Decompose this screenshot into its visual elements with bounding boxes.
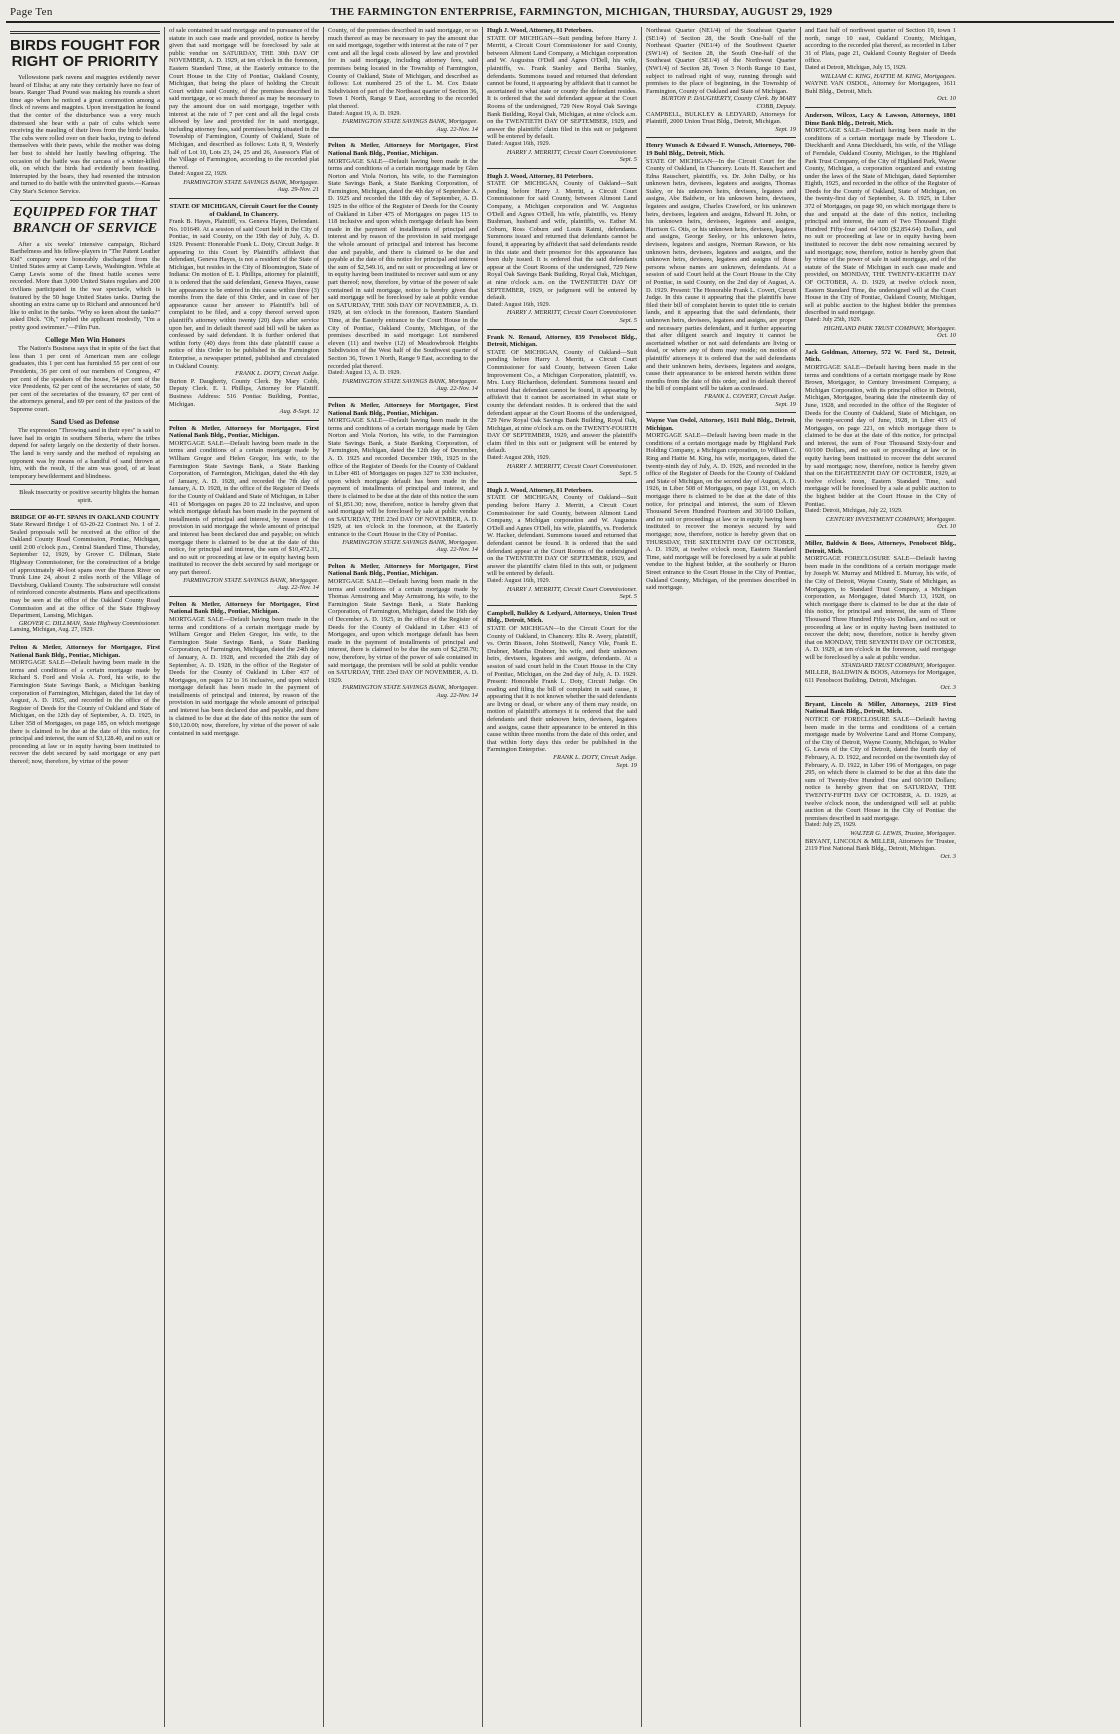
notice-run-dates: Aug. 22-Nov. 14: [436, 385, 478, 393]
legal-notice: [646, 27, 796, 133]
notice-attorney: Burton P. Daugherty, County Clerk. By Mary Cobb, Deputy Clerk. E. I. Phillips, Attorney for Plaintiff. Business Address: 516 Pontiac Building, Pontiac, Michigan.: [169, 377, 319, 408]
divider: [805, 696, 956, 697]
notice-date: Lansing, Michigan, Aug. 27, 1929.: [10, 627, 94, 634]
notice-heading: Campbell, Bulkley & Ledyard, Attorneys, Union Trust Bldg., Detroit, Mich.: [487, 609, 637, 625]
notice-run-dates: Oct. 3: [940, 684, 956, 692]
notice-run-dates: Sept. 5: [619, 593, 637, 601]
notice-body: STATE OF MICHIGAN—Suit pending before Harry J. Merritt, a Circuit Court Commissioner for said County, between Altmont Land Company, a Michigan corporation and W. Augustus O'Dell and Agnes O'Dell, his wife, plaintiffs, vs. Frank Stanley and Bertha Stanley, defendants. Summons issued and returned that defendant cannot be found, it appearing by affidavit that it cannot be ascertained in what state or county the defendant resides. It is ordered that the said defendant appear at the Court Rooms of the undersigned, 729 New Royal Oak Savings Bank Building, Royal Oak, Michigan, at nine o'clock a.m. on the TWENTIETH DAY OF SEPTEMBER, 1929, and answer the plaintiffs' claim filed in this suit or judgment will be entered by default.: [487, 34, 637, 141]
divider: [10, 484, 160, 485]
column-6: [801, 27, 960, 1727]
notice-run-dates: Aug. 22-Nov. 14: [436, 125, 478, 133]
notice-date: Dated: August 16th, 1929.: [487, 140, 551, 147]
notice-heading: Miller, Baldwin & Boos, Attorneys, Penobscot Bldg., Detroit, Mich.: [805, 540, 956, 555]
notice-body: MORTGAGE SALE—Default having been made in the terms and conditions of a certain mortgage made by Thomas Armstrong and May Armstrong, his wife, to the Farmington State Savings Bank, a State Banking Corporation, of Farmington, Michigan, dated the 16th day of December A. D. 1925, in the office of the Register of Deeds for the County of Oakland in Liber 413 of Mortgages, and upon which mortgage default has been made in the payment of installments of principal and interest, there is claimed to be due the sum of $2,250.70; now, therefore, by virtue of the power of sale contained in said mortgage, the premises will be sold at public vendue on SATURDAY, THE 23rd DAY OF NOVEMBER, A. D. 1929.: [328, 577, 478, 684]
divider: [487, 168, 637, 169]
page-label: Page Ten: [10, 6, 53, 18]
notice-signature: GROVER C. DILLMAN, State Highway Commissioner.: [18, 619, 160, 627]
story-college: The Nation's Business says that in spite of the fact that less than 1 per cent of American men are college graduates, this 1 per cent has furnished 55 per cent of our Presidents, 36 per cent of our members of Congress, 47 per cent of the speakers of the house, 54 per cent of the vice Presidents, 62 per cent of the secretaries of state, 50 per cent of the secretaries of the treasury, 67 per cent of the attorneys general, and 69 per cent of the justices of the Supreme court.: [10, 345, 160, 413]
notice-heading: Pelton & Metler, Attorneys for Mortgagee, First National Bank Bldg., Pontiac, Michigan.: [328, 401, 478, 417]
notice-date: Dated: August 19, A. D. 1929.: [328, 110, 401, 117]
notice-body: STATE OF MICHIGAN—In the Circuit Court for the County of Oakland, in Chancery. Louis H. Rauschert and Edna Rauschert, plaintiffs, vs. Dr. John Dalby, or his unknown heirs, devisees, legatees and assigns, Thomas Staley, or his unknown heirs, devisees, legatees and assigns, Abe Baldwin, or his unknown heirs, devisees, legatees and assigns, Charles Crawford, or his unknown heirs, devisees, legatees and assigns, Edward H. John, or his unknown heirs, devisees, legatees and assigns, Harrison G. Otis, or his unknown heirs, devisees, legatees and assigns, George Seeley, or his unknown heirs, devisees, legatees and assigns, Norman Rawson, or his unknown heirs, devisees, legatees and assigns, and the unknown heirs, devisees, legatees and assigns of those persons whose names are unknown, defendants. At a session of said Court held at the Court House in the City of Pontiac, in said County, on the 2nd day of August, A. D. 1929. Present: The Honorable Frank L. Covert, Circuit Judge. In this cause it appearing that the plaintiffs have filed their bill of complaint herein to quiet title to certain lands, and it appearing that the said defendants, their unknown heirs, devisees, legatees and assigns, are proper and necessary parties defendant, and it further appearing that after diligent search and inquiry it cannot be ascertained whether or not said defendants are living or dead, or where any of them may reside; on motion of plaintiffs' attorneys it is ordered that the said defendants and their unknown heirs, devisees, legatees and assigns, cause their appearance to be entered herein within three months from the date of this order, and in default thereof the bill of complaint will be taken as confessed.: [646, 157, 796, 393]
legal-notice: [487, 173, 637, 325]
notice-body: Northeast Quarter (NE1/4) of the Southeast Quarter (SE1/4) of Section 28, the South One-half of the Northeast Quarter (NE1/4) of the Southwest Quarter (SW1/4) of Section 28, the South One-half of the Southeast Quarter (SE1/4) of the Northwest Quarter (NW1/4) of Section 28, Town 3 North Range 10 East, subject to railroad right of way, running through said premises to the place of beginning, in the Township of Farmington, County of Oakland and State of Michigan.: [646, 27, 796, 95]
notice-attorney: CAMPBELL, BULKLEY & LEDYARD, Attorneys for Plaintiff, 2000 Union Trust Bldg., Detroit, Michigan.: [646, 110, 796, 126]
notice-body: MORTGAGE SALE—Default having been made in the terms and conditions of a certain mortgage made by Glen Norton and Viola Norton, his wife, to the Farmington State Savings Bank, a State Banking Corporation, of Farmington, Michigan, dated the 4th day of September A. D. 1925 and recorded the 18th day of September, A. D. 1925 in the office of the Register of Deeds for the County of Oakland in Liber 475 of Mortgages on pages 115 to 118 inclusive and upon which mortgage default has been made in the payment of installments of principal and interest and by reason of the provision in said mortgage the whole amount of principal and interest has become due and payable, and there is claimed to be due and payable at the date of this notice for principal and interest the sum of $2,549.16, and no suit or proceeding at law or in equity having been instituted to recover said sum or any part thereof; now, therefore, by virtue of the power of sale contained in said mortgage, notice is hereby given that said mortgage will be foreclosed by sale at public vendue on SATURDAY, THE 30th DAY OF NOVEMBER, A. D. 1929, at ten o'clock in the forenoon, Eastern Standard Time, at the Easterly entrance to the Court House in the City of Pontiac, Oakland County, Michigan, of the premises described in said mortgage: Lot numbered eleven (11) and twelve (12) of Meadowbrook Heights Subdivision of the West half of the Southwest quarter of Section 36, Town 1 North, Range 9 East, according to the recorded plat thereof.: [328, 157, 478, 370]
story-birds: Yellowstone park ravens and magpies evidently never heard of Elisha; at any rate they certainly have no fear of bears. Ranger Thad Pound was making his rounds a short time ago when he noticed a great commotion among a flock of ravens and magpies. Upon investigation he found that the center of the disturbance was a very much distressed she bear with a pair of cubs which were receiving the mauling of their lives from the birds' beaks. The cubs were rolled over on their backs, trying to defend themselves with their paws, while the mother was doing her best to shield her lustily bawling offspring. The occasion of the battle was the carcass of a winter-killed elk, on which the birds had evidently been feasting. Interrupted by the bears, they had resented the intrusion and turned to do battle with the uninvited guests.—Kansas City Star's Science Service.: [10, 74, 160, 195]
divider: [805, 344, 956, 345]
divider: [328, 558, 478, 559]
notice-heading: Pelton & Metler, Attorneys for Mortgagee, First National Bank Bldg., Pontiac, Michigan.: [328, 142, 478, 157]
notice-body: STATE OF MICHIGAN, County of Oakland—Suit pending before Harry J. Merritt, a Circuit Court Commissioner for said County, between Green Lake Improvement Co., a Michigan Corporation, plaintiff, vs. Mrs. Lucy Richardson, defendant. Summons issued and returned that defendant cannot be found, it appearing by affidavit that it cannot be ascertained in what state or county the defendant resides. It is ordered that the said defendant appear at the Court Rooms of the undersigned, 729 New Royal Oak Savings Bank Building, Royal Oak, Michigan, at nine o'clock a.m. on the TWENTY-FOURTH DAY OF SEPTEMBER, 1929, and answer the plaintiff's claim filed in this suit or judgment will be entered by default.: [487, 348, 637, 455]
legal-notice: [487, 27, 637, 164]
notice-date: Dated: August 16th, 1929.: [487, 301, 551, 308]
column-1: [6, 27, 165, 1727]
notice-run-dates: Aug. 22-Nov. 14: [436, 546, 478, 554]
notice-body: NOTICE OF FORECLOSURE SALE—Default having been made in the terms and conditions of a certain mortgage made by Wolverine Land and Home Company, of the City of Detroit, Wayne County, Michigan, to Walter G. Lewis of the City of Detroit, dated the fourth day of February, A. D. 1922, and recorded on the twentieth day of February, A. D. 1922, in Liber 196 of Mortgages, on page 295, on which there is claimed to be due at this date the sum of Twenty-five Hundred One and 60/100 Dollars; notice is hereby given that on SATURDAY, THE TWENTY-FIFTH DAY OF OCTOBER, A. D. 1929, at twelve o'clock noon, the undersigned will sell at public auction at the Court House in the City of Pontiac the premises described in said mortgage.: [805, 716, 956, 822]
notice-body: STATE OF MICHIGAN—In the Circuit Court for the County of Oakland, in Chancery. Elis R. Avery, plaintiff, vs. Orrin Bisson, John Stottwell, Nancy Vile, Frank E. Drabner, Martha Drabner, his wife, and their unknown heirs, devisees, legatees and assigns, defendants. At a session of said court held in the Court House in the City of Pontiac, Michigan, on the 2nd day of July, A. D. 1929. Present: Honorable Frank L. Doty, Circuit Judge. On reading and filing the bill of complaint in said cause, it appearing that it is not known whether the said defendants are living or dead, or where any of them may reside, on motion of plaintiff's attorneys it is ordered that the said defendants and their unknown heirs, devisees, legatees and assigns, cause their appearance to be entered in this cause within three months from the date of this order, and that within forty days this order be published in the Farmington Enterprise.: [487, 624, 637, 754]
legal-notice: [169, 27, 319, 194]
subhead-college: College Men Win Honors: [45, 334, 125, 344]
notice-date: Dated: July 25th, 1929.: [805, 316, 862, 323]
notice-signature: FRANK L. DOTY, Circuit Judge.: [553, 754, 637, 762]
legal-notice: [805, 27, 956, 103]
column-3: [324, 27, 483, 1727]
notice-attorney: MILLER, BALDWIN & BOOS, Attorneys for Mortgagee, 611 Penobscot Building, Detroit, Michigan.: [805, 669, 956, 684]
notice-signature: FARMINGTON STATE SAVINGS BANK, Mortgagee.: [183, 576, 319, 584]
notice-heading: Pelton & Metler, Attorneys for Mortgagee, First National Bank Bldg., Pontiac, Michigan.: [169, 424, 319, 440]
legal-notice: [805, 701, 956, 860]
column-5: [642, 27, 801, 1727]
divider: [169, 198, 319, 199]
legal-notice: [10, 514, 160, 636]
notice-body: MORTGAGE SALE—Default having been made in the terms and conditions of a certain mortgage made by William Gregor and Helen Gregor, his wife, to the Farmington State Savings Bank, a State Banking Corporation, of Farmington, Michigan, dated the 4th day of January, A. D. 1928, and recorded the 7th day of January, A. D. 1928, in the office of the Register of Deeds for the County of Oakland and State of Michigan, in Liber 411 of Mortgages on pages 20 to 22 inclusive, and upon which mortgage default has been made in the payment of installments of principal and interest, by reason of the provision in said mortgage the whole amount of principal and interest has been declared due and payable; on which mortgage there is claimed to be due at the date of this notice, for principal and interest, the sum of $10,472.31, and no suit or proceeding at law or in equity having been instituted to recover the debt secured by said mortgage or any part thereof.: [169, 439, 319, 576]
divider: [646, 137, 796, 138]
divider: [805, 535, 956, 536]
divider: [169, 420, 319, 421]
legal-notice: [805, 540, 956, 692]
notice-heading: Anderson, Wilcox, Lacy & Lawson, Attorneys, 1801 Dime Bank Bldg., Detroit, Mich.: [805, 111, 956, 127]
legal-notice: [169, 425, 319, 592]
notice-heading: STATE OF MICHIGAN, Circuit Court for the County of Oakland, In Chancery.: [169, 203, 319, 218]
notice-heading: Hugh J. Wood, Attorney, 81 Peterboro.: [487, 172, 594, 180]
divider: [10, 509, 160, 510]
notice-body: MORTGAGE SALE—Default having been made in the terms and conditions of a certain mortgage made by Rose Brown, Mortgagor, to Century Investment Company, a Michigan Corporation, with its principal office in Detroit, Michigan, Mortgagee, bearing date the nineteenth day of June, 1928, and recorded in the office of the Register of Deeds for the County of Oakland, State of Michigan, on the twenty-second day of June, 1928, in Liber 415 of Mortgages, on page 221, on which mortgage there is claimed to be due at the date of this notice, for principal and interest, the sum of Four Thousand Sixty-four and 60/100 Dollars, and no suit or proceeding at law or in equity having been instituted to recover the debt secured by said mortgage; now, therefore, notice is hereby given that on the EIGHTEENTH DAY OF OCTOBER, 1929, at twelve o'clock noon, Eastern Standard Time, said mortgage will be foreclosed by a sale at public auction to the highest bidder at the Court House in the City of Pontiac.: [805, 363, 956, 508]
notice-body: Frank B. Hayes, Plaintiff, vs. Geneva Hayes, Defendant. No. 101649. At a session of said Court held in the City of Pontiac, in said County, on the 19th day of July, A. D. 1929. Present: Honorable Frank L. Doty, Circuit Judge. It appearing to this Court by Plaintiff's affidavit that defendant, Geneva Hayes, is not a resident of the State of Michigan, but resides in the City of Bloomington, State of Indiana: On motion of E. I. Phillips, attorney for plaintiff, it is ordered that the said defendant, Geneva Hayes, cause her appearance to be entered in this cause within three (3) months from the date of this Order, and in case of her appearance cause her answer to Plaintiff's bill of complaint to be filed, and a copy thereof served upon plaintiff's attorney within twenty (20) days after service upon her, and in default thereof said bill will be taken as confessed by said defendant. It is further ordered that within forty (40) days from this date plaintiff cause a notice of this Order to be published in the Farmington Enterprise, a newspaper printed, published and circulated in Oakland County.: [169, 218, 319, 370]
legal-notice: [328, 27, 478, 133]
legal-notice: [169, 601, 319, 738]
divider: [328, 397, 478, 398]
divider: [487, 482, 637, 483]
notice-run-dates: Aug. 29-Nov. 21: [277, 186, 319, 194]
notice-signature: FARMINGTON STATE SAVINGS BANK, Mortgagee.: [342, 684, 478, 692]
notice-date: Dated: August 20th, 1929.: [487, 455, 551, 462]
notice-run-dates: Sept. 5: [619, 470, 637, 478]
notice-body: and East half of northwest quarter of Section 19, town 1 north, range 10 east, Oakland County, Michigan, according to the recorded plat thereof, as recorded in Liber 31 of Plats, page 21, Oakland County Register of Deeds office.: [805, 27, 956, 65]
notice-heading: Henry Wunsch & Edward F. Wunsch, Attorneys, 700-19 Buhl Bldg., Detroit, Mich.: [646, 142, 796, 157]
notice-heading: Jack Goldman, Attorney, 572 W. Ford St., Detroit, Mich.: [805, 348, 956, 364]
notice-signature: WILLIAM C. KING, HATTIE M. KING, Mortgagees.: [820, 72, 956, 80]
notice-body: of sale contained in said mortgage and in pursuance of the statute in such case made and provided, notice is hereby given that said mortgage will be foreclosed by sale at public vendue on SATURDAY, THE 30th DAY OF NOVEMBER, A. D. 1929, at ten o'clock in the forenoon, Eastern Standard Time, at the Easterly entrance to the Court House in the City of Pontiac, Oakland County, Michigan, that being the place of holding the Circuit Court within said County, of the premises described in said mortgage, or so much thereof as may be necessary to pay the amount due on said mortgage, together with interest at the rate of 7 per cent and all the legal costs allowed by law and provided for in said mortgage, including attorney fees, said premises being situated in the Township of Farmington, County of Oakland, State of Michigan, and described as follows: Lots 8, 9, Westerly half of Lot 10, Lots 23, 24, 25 and 26, Assessor's Plat of the Village of Farmington, according to the recorded plat thereof.: [169, 27, 319, 171]
divider: [646, 412, 796, 413]
notice-run-dates: Sept. 19: [775, 125, 796, 133]
notice-signature: FARMINGTON STATE SAVINGS BANK, Mortgagee.: [183, 178, 319, 186]
notice-signature: FRANK L. DOTY, Circuit Judge.: [235, 370, 319, 378]
divider: [10, 200, 160, 201]
notice-signature: BURTON P. DAUGHERTY, County Clerk. By MARY COBB, Deputy.: [661, 95, 796, 110]
columns: [6, 27, 1114, 1727]
notice-signature: HARRY J. MERRITT, Circuit Court Commissioner.: [506, 462, 637, 470]
notice-run-dates: Sept. 19: [616, 761, 637, 769]
column-4: [483, 27, 642, 1727]
story-sand: The expression "Throwing sand in their eyes" is said to have had its origin in southern Siberia, where the tribes depend for safety largely on the dexterity of their horses. The land is very sandy and the method of repulsing an opponent was by means of a handful of sand thrown at him, with the result, if the aim was good, of at least temporary bewilderment and blindness.: [10, 427, 160, 480]
notice-signature: FARMINGTON STATE SAVINGS BANK, Mortgagee.: [342, 538, 478, 546]
notice-heading: Bryant, Lincoln & Miller, Attorneys, 2119 First National Bank Bldg., Detroit, Mich.: [805, 700, 956, 716]
notice-signature: CENTURY INVESTMENT COMPANY, Mortgagee.: [825, 515, 956, 523]
notice-signature: HARRY J. MERRITT, Circuit Court Commissioner.: [506, 309, 637, 317]
notice-heading: Hugh J. Wood, Attorney, 81 Peterboro.: [487, 486, 594, 494]
legal-notice: [328, 142, 478, 393]
headline-equipped: EQUIPPED FOR THAT BRANCH OF SERVICE: [12, 204, 158, 236]
notice-date: Dated: July 25, 1929.: [805, 822, 857, 829]
notice-heading: Pelton & Metler, Attorneys for Mortgagee, First National Bank Bldg., Pontiac, Michigan.: [10, 644, 160, 659]
notice-signature: WALTER G. LEWIS, Trustee, Mortgagee.: [850, 829, 956, 837]
divider: [487, 605, 637, 606]
notice-heading: Hugh J. Wood, Attorney, 81 Peterboro.: [487, 27, 594, 34]
notice-date: Dated: Detroit, Michigan, July 22, 1929.: [805, 508, 903, 515]
divider: [487, 329, 637, 330]
notice-run-dates: Sept. 5: [619, 156, 637, 164]
divider: [169, 596, 319, 597]
legal-notice: [805, 112, 956, 340]
subhead-sand: Sand Used as Defense: [50, 416, 120, 426]
notice-body: MORTGAGE SALE—Default having been made in the terms and conditions of a certain mortgage made by William Gregor and Helen Gregor, his wife, to the Farmington State Savings Bank, a State Banking Corporation, of Farmington, Michigan, dated the 24th day of January, A. D. 1928, and recorded the 26th day of September, A. D. 1928, in the office of the Register of Deeds for the County of Oakland in Liber 437 of Mortgages, on pages 12 to 16 inclusive, and upon which mortgage default has been made in the payment of installments of principal and interest, by reason of the provision in said mortgage the whole amount of principal and interest has been declared due and payable, and there is claimed to be due at the date of this notice the sum of $10,120.00; now, therefore, by virtue of the power of sale contained in said mortgage.: [169, 615, 319, 737]
notice-run-dates: Oct. 3: [940, 852, 956, 860]
notice-run-dates: Oct. 10: [937, 523, 956, 531]
notice-signature: HIGHLAND PARK TRUST COMPANY, Mortgagee.: [823, 324, 956, 332]
divider: [10, 639, 160, 640]
notice-run-dates: Sept. 19: [775, 400, 796, 408]
legal-notice: [328, 402, 478, 554]
notice-signature: HARRY J. MERRITT, Circuit Court Commissioner.: [506, 585, 637, 593]
notice-signature: HARRY J. MERRITT, Circuit Court Commissioner.: [506, 148, 637, 156]
notice-heading: BRIDGE OF 40-FT. SPANS IN OAKLAND COUNTY: [10, 513, 160, 521]
maxim: Bleak insecurity or positive security blights the human spirit.: [19, 489, 159, 504]
notice-run-dates: Oct. 10: [937, 332, 956, 340]
notice-body: STATE OF MICHIGAN, County of Oakland—Suit pending before Harry J. Merritt, a Circuit Court Commissioner for said County, between Altmont Land Company, a Michigan corporation and W. Augustus O'Dell and Agnes O'Dell, his wife, plaintiffs, vs. Frederick W. Hacker, defendant. Summons issued and returned that defendant cannot be found. It is ordered that the said defendant appear at the Court Rooms of the undersigned on the TWENTIETH DAY OF SEPTEMBER, 1929, and answer the plaintiffs' claim filed in this suit, or judgment will be entered by default.: [487, 494, 637, 578]
notice-run-dates: Oct. 10: [937, 95, 956, 103]
notice-run-dates: Sept. 5: [619, 316, 637, 324]
newspaper-title: THE FARMINGTON ENTERPRISE, FARMINGTON, MICHIGAN, THURSDAY, AUGUST 29, 1929: [330, 6, 833, 18]
notice-run-dates: Aug. 22-Nov. 14: [277, 584, 319, 592]
divider: [10, 31, 160, 34]
notice-body: State Reward Bridge 1 of 63-20-22 Contract No. 1 of 2. Sealed proposals will be received at the office of the Oakland County Road Commission, Pontiac, Michigan, until 2:00 o'clock p.m., Central Standard Time, Thursday, September 12, 1929, by Grover C. Dillman, State Highway Commissioner, for the construction of a bridge of approximately 40-foot spans over the Huron River on Trunk Line 24, about 2 miles north of the Village of Davisburg, Oakland County. The substructure will consist of reinforced concrete abutments. Plans and specifications may be seen at the office of the Oakland County Road Commission and at the office of the State Highway Department, Lansing, Michigan.: [10, 521, 160, 620]
story-equipped: After a six weeks' intensive campaign, Richard Barthelmess and his fellow-players in "The Patent Leather Kid" company were honorably discharged from the United States army at Camp Lewis, Washington. While at Camp Lewis some of the finest battle scenes were recorded. More than 3,000 United States regulars and 200 civilians participated in the war spectacle, which is featured by the 50 huge United States tanks. During the shooting an extra came up to Richard and announced he'd like to enlist in the tanks. "Why so keen about the tanks?" asked Dick. "Oh," replied the applicant modestly, "I'm a pretty good swimmer."—Film Fun.: [10, 240, 160, 332]
notice-signature: FARMINGTON STATE SAVINGS BANK, Mortgagee.: [342, 377, 478, 385]
legal-notice: [328, 563, 478, 700]
notice-attorney: BRYANT, LINCOLN & MILLER, Attorneys for Trustee, 2119 First National Bank Bldg., Detroit, Michigan.: [805, 837, 956, 853]
legal-notice: [487, 334, 637, 478]
notice-body: MORTGAGE FORECLOSURE SALE—Default having been made in the conditions of a certain mortgage made by Joseph W. Murray and Mildred E. Murray, his wife, of the City of Detroit, Wayne County, State of Michigan, as Mortgagors, to Standard Trust Company, a Michigan corporation, as Mortgagee, dated March 13, 1928, on which mortgage there is claimed to be due at the date of this notice, for principal and interest, the sum of Three Thousand Three Hundred Fifty-six Dollars, and no suit or proceeding at law or in equity having been instituted to recover the debt; now, therefore, notice is hereby given that on MONDAY, THE SEVENTH DAY OF OCTOBER, A. D. 1929, at ten o'clock in the forenoon, said mortgage will be foreclosed by a sale at public vendue.: [805, 555, 956, 661]
legal-notice: [805, 349, 956, 531]
masthead: [6, 4, 1114, 23]
legal-notice: [646, 142, 796, 408]
notice-date: Dated: August 22, 1929.: [169, 171, 228, 178]
legal-notice: [487, 610, 637, 769]
legal-notice: [646, 417, 796, 592]
notice-signature: FARMINGTON STATE SAVINGS BANK, Mortgagee.: [342, 118, 478, 126]
notice-run-dates: Aug. 8-Sept. 12: [279, 408, 319, 416]
legal-notice: [487, 487, 637, 601]
notice-body: County, of the premises described in said mortgage, or so much thereof as may be necessary to pay the amount due on said mortgage, together with interest at the rate of 7 per cent and all the legal costs allowed by law and provided for in said mortgage, including attorney fees, said premises being located in the Township of Farmington, County of Oakland, State of Michigan, and described as follows: Lot numbered 25 of the L. M. Cox Estate Subdivision of part of the Northeast quarter of Section 36, Town 1 North, Range 9 East, according to the recorded plat thereof.: [328, 27, 478, 110]
notice-signature: FRANK L. COVERT, Circuit Judge.: [704, 392, 796, 400]
column-2: [165, 27, 324, 1727]
divider: [805, 107, 956, 108]
notice-signature: STANDARD TRUST COMPANY, Mortgagee.: [841, 661, 956, 669]
divider: [328, 137, 478, 138]
notice-body: MORTGAGE SALE—Default having been made in the conditions of a certain mortgage made by Theodore L. Dieckhardt and Anna Dieckhardt, his wife, of the Village of Ferndale, Oakland County, Michigan, to the Highland Park Trust Company, of the City of Highland Park, Wayne County, Michigan, a corporation organized and existing under the laws of the State of Michigan, dated September Eighth, 1925, and recorded in the office of the Register of Deeds for the County of Oakland, State of Michigan, on the twenty-first day of September, A. D. 1925, in Liber 372 of Mortgages, on page 90, on which mortgage there is due and unpaid at the date of this notice, including principal and interest, the sum of Two Thousand Eight Hundred Fifty-four and 64/100 ($2,854.64) Dollars, and no suit or proceeding at law or in equity having been instituted to recover the debt now remaining secured by said mortgage; now, therefore, notice is hereby given that by virtue of the power of sale in said mortgage, and of the statute of the State of Michigan in such case made and provided, on MONDAY, THE TWENTY-EIGHTH DAY OF OCTOBER, A. D. 1929, at twelve o'clock noon, Eastern Standard Time, the undersigned will at the Court House in the City of Pontiac, Oakland County, Michigan, sell at public auction to the highest bidder the premises described in said mortgage.: [805, 127, 956, 317]
notice-heading: Frank N. Renaud, Attorney, 839 Penobscot Bldg., Detroit, Michigan.: [487, 333, 637, 349]
notice-heading: Pelton & Metler, Attorneys for Mortgagee, First National Bank Bldg., Pontiac, Michigan.: [169, 600, 319, 616]
legal-notice: [10, 644, 160, 766]
notice-date: Dated at Detroit, Michigan, July 15, 1929.: [805, 64, 907, 71]
notice-body: MORTGAGE SALE—Default having been made in the conditions of a certain mortgage made by Highland Park Holding Company, a Michigan corporation, to William C. Ring and Hattie M. King, his wife, mortgagees, dated the twenty-ninth day of July, A. D. 1926, and recorded in the office of the Register of Deeds for the County of Oakland and State of Michigan, on the second day of August, A. D. 1926, in Liber 508 of Mortgages, on page 131, on which mortgage there is claimed to be due at the date of this notice, for principal and interest, the sum of Eleven Thousand Seven Hundred Fourteen and 30/100 Dollars, and no suit or proceedings at law or in equity having been instituted to recover the moneys secured by said mortgage; now, therefore, notice is hereby given that on THURSDAY, THE SIXTEENTH DAY OF OCTOBER, A. D. 1929, at twelve o'clock noon, Eastern Standard Time, said mortgage will be foreclosed by a sale at public vendue to the highest bidder, at the southerly or Huron Street entrance to the Court House in the City of Pontiac, Oakland County, Michigan, of the premises described in said mortgage.: [646, 432, 796, 592]
notice-heading: Wayne Van Osdol, Attorney, 1611 Buhl Bldg., Detroit, Michigan.: [646, 417, 796, 432]
notice-date: Dated: August 16th, 1929.: [487, 577, 551, 584]
notice-attorney: WAYNE VAN OSDOL, Attorney for Mortgagees, 1611 Buhl Bldg., Detroit, Mich.: [805, 80, 956, 95]
notice-body: MORTGAGE SALE—Default having been made in the terms and conditions of a certain mortgage made by Richard S. Ford and Viola A. Ford, his wife, to the Farmington State Savings Bank, a Michigan banking corporation of Farmington, Michigan, dated the 1st day of August, A. D. 1925, and recorded in the office of the Register of Deeds for the County of Oakland and State of Michigan, on the 12th day of September, A. D. 1925, in Liber 358 of Mortgages, on page 185, on which mortgage there is claimed to be due at the date of this notice, for principal and interest, the sum of $3,128.40, and no suit or proceeding at law or in equity having been instituted to recover the debt secured by said mortgage or any part thereof; now, therefore, by virtue of the power: [10, 659, 160, 765]
notice-date: Dated: August 13, A. D. 1929.: [328, 370, 401, 377]
notice-body: STATE OF MICHIGAN, County of Oakland—Suit pending before Harry J. Merritt, a Circuit Court Commissioner for said County, between Altmont Land Company, a Michigan corporation and W. Augustus O'Dell and Agnes O'Dell, his wife, plaintiffs, vs. Henry Bushman, husband and wife, plaintiffs, vs. Esther M. Coburn, Ross Coburn and Louis Raimi, defendants. Summons issued and returned that defendants cannot be found, it appearing by affidavit that said defendants reside in this state and their presence for this appearance has been duly issued. It is ordered that the said defendants appear at the Court Rooms of the undersigned, 729 New Royal Oak Savings Bank Building, Royal Oak, Michigan, at nine o'clock a.m. on the TWENTIETH DAY OF SEPTEMBER, 1929, or judgment will be entered by default.: [487, 180, 637, 302]
headline-birds: BIRDS FOUGHT FOR RIGHT OF PRIORITY: [10, 37, 160, 70]
notice-heading: Pelton & Metler, Attorneys for Mortgagee, First National Bank Bldg., Pontiac, Michigan.: [328, 562, 478, 578]
notice-run-dates: Aug. 22-Nov. 14: [436, 691, 478, 699]
legal-notice: [169, 203, 319, 416]
notice-body: MORTGAGE SALE—Default having been made in the terms and conditions of a certain mortgage made by Glen Norton and Viola Norton, his wife, to the Farmington State Savings Bank, a State Banking Corporation, of Farmington, Michigan, dated the 12th day of December, A. D. 1925 and recorded December 19th, 1925 in the office of the Register of Deeds for the County of Oakland in Liber 481 of Mortgages on pages 327 to 330 inclusive, upon which mortgage default has been made in the payment of installments of principal and interest, and there is claimed to be due at the date of this notice the sum of $1,851.30; now, therefore, notice is hereby given that said mortgage will be foreclosed by sale at public vendue on SATURDAY, THE 23rd DAY OF NOVEMBER, A. D. 1929, at ten o'clock in the forenoon, at the Easterly entrance to the Court House in the City of Pontiac.: [328, 417, 478, 538]
